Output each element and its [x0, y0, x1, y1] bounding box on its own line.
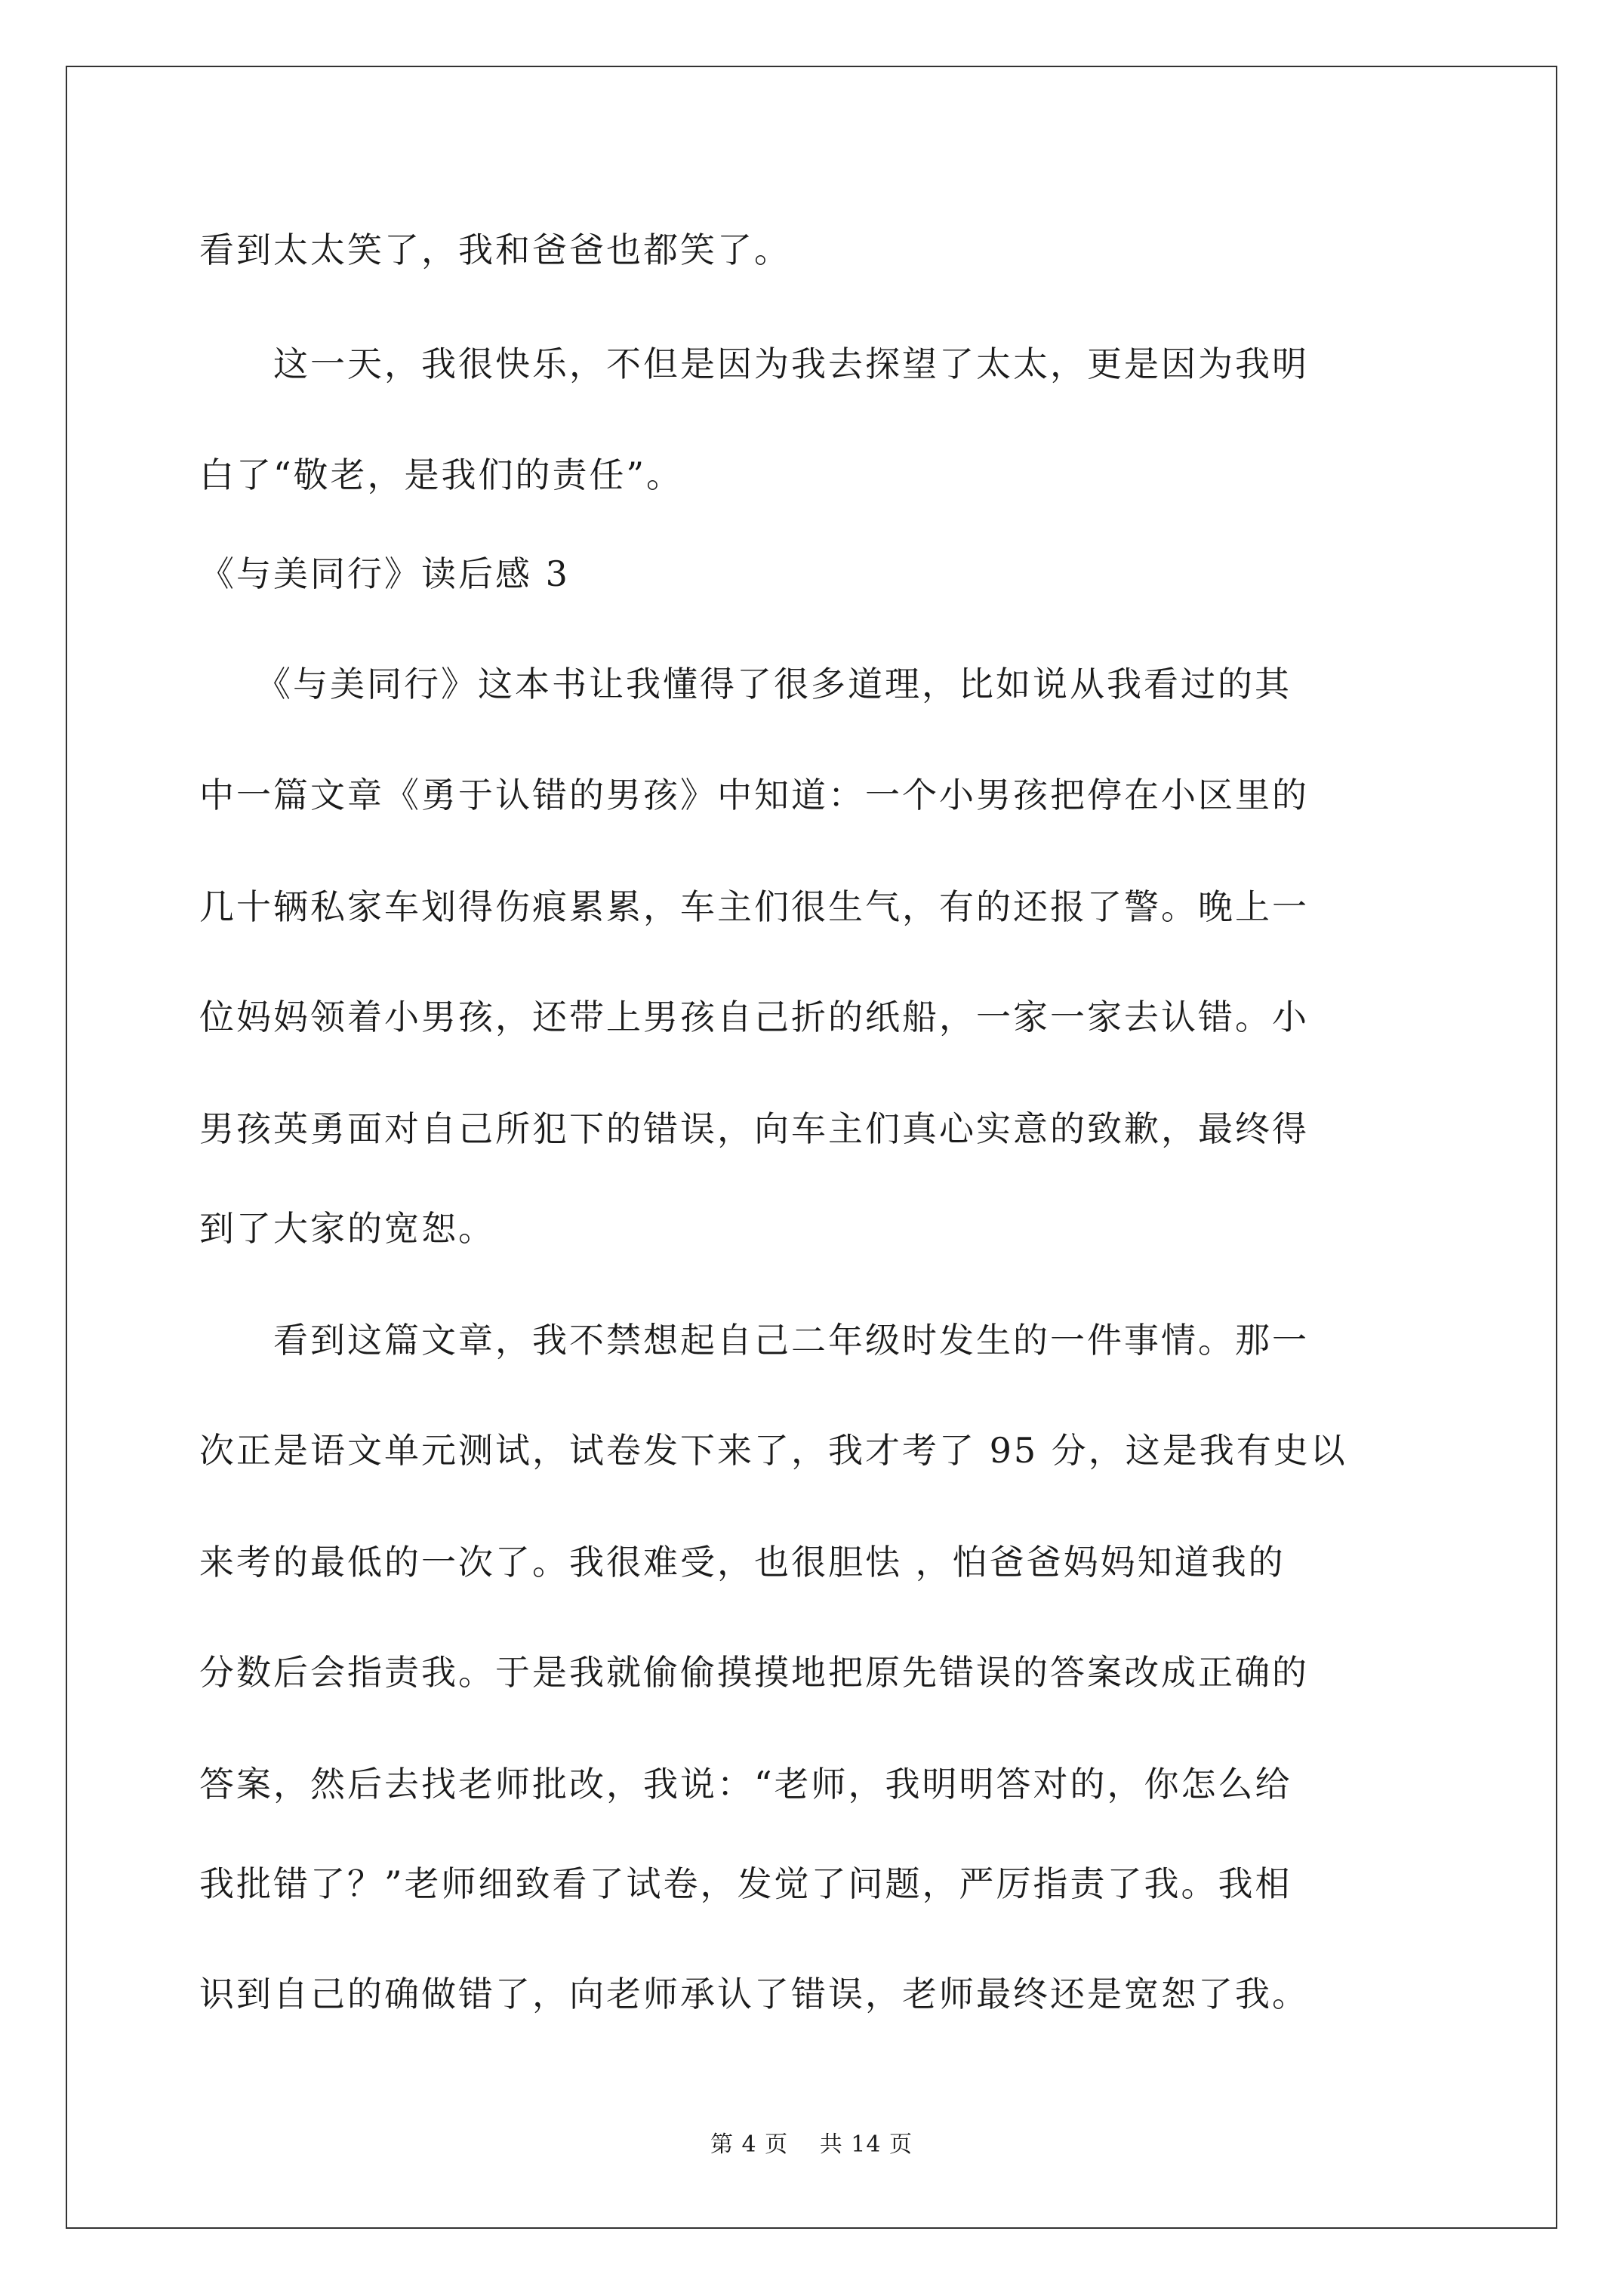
text-line: 看到太太笑了，我和爸爸也都笑了。	[199, 230, 791, 270]
text-line: 看到这篇文章，我不禁想起自己二年级时发生的一件事情。那一	[199, 1320, 1309, 1361]
page-footer: 第 4 页 共 14 页	[710, 2131, 913, 2158]
text-line: 次正是语文单元测试，试卷发下来了，我才考了 95 分，这是我有史以	[199, 1430, 1347, 1471]
text-line: 《与美同行》这本书让我懂得了很多道理，比如说从我看过的其	[199, 664, 1292, 704]
text-line: 几十辆私家车划得伤痕累累，车主们很生气，有的还报了警。晚上一	[199, 886, 1309, 927]
text-line: 来考的最低的一次了。我很难受，也很胆怯 ，怕爸爸妈妈知道我的	[199, 1542, 1286, 1583]
text-line: 我批错了？”老师细致看了试卷，发觉了问题，严厉指责了我。我相	[199, 1863, 1292, 1904]
text-line: 识到自己的确做错了，向老师承认了错误，老师最终还是宽恕了我。	[199, 1974, 1309, 2014]
section-heading: 《与美同行》读后感 3	[199, 553, 570, 594]
text-line: 位妈妈领着小男孩，还带上男孩自己折的纸船，一家一家去认错。小	[199, 997, 1309, 1037]
text-line: 分数后会指责我。于是我就偷偷摸摸地把原先错误的答案改成正确的	[199, 1652, 1309, 1693]
text-line: 中一篇文章《勇于认错的男孩》中知道：一个小男孩把停在小区里的	[199, 775, 1309, 815]
text-line: 白了“敬老，是我们的责任”。	[199, 455, 684, 495]
text-line: 答案，然后去找老师批改，我说：“老师，我明明答对的，你怎么给	[199, 1764, 1292, 1804]
text-line: 到了大家的宽恕。	[199, 1208, 495, 1249]
text-line: 男孩英勇面对自己所犯下的错误，向车主们真心实意的致歉，最终得	[199, 1108, 1309, 1149]
text-line: 这一天，我很快乐，不但是因为我去探望了太太，更是因为我明	[199, 344, 1309, 384]
